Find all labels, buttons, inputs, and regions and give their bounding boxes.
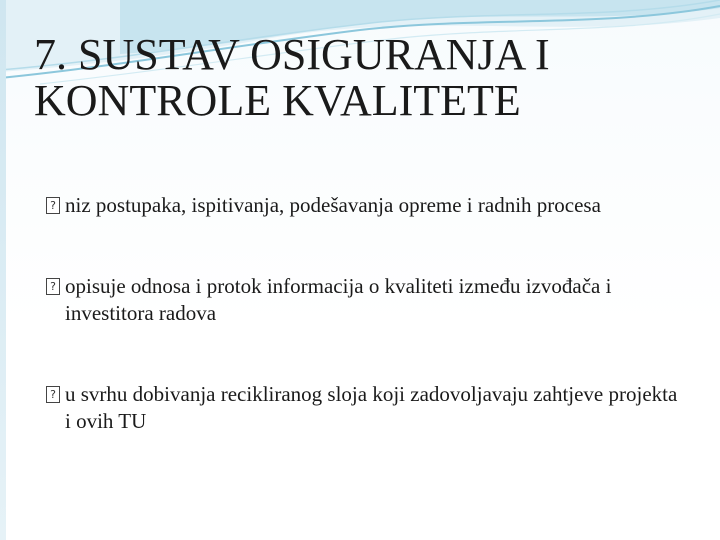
missing-glyph-icon: ? <box>46 386 60 403</box>
bullet-item <box>48 192 678 219</box>
bullet-text: niz postupaka, ispitivanja, podešavanja opreme i radnih procesa <box>65 193 601 217</box>
slide-title <box>34 32 694 124</box>
bullet-item <box>48 273 678 327</box>
bullet-list <box>48 192 678 489</box>
left-edge-rule <box>0 0 6 540</box>
title-line-1: 7. SUSTAV OSIGURANJA I <box>34 30 550 79</box>
bullet-text: u svrhu dobivanja recikliranog sloja koji zadovoljavaju zahtjeve projekta i ovih TU <box>65 382 678 433</box>
bullet-text: opisuje odnosa i protok informacija o kvaliteti između izvođača i investitora radova <box>65 274 612 325</box>
missing-glyph-icon: ? <box>46 278 60 295</box>
title-line-2: KONTROLE KVALITETE <box>34 76 521 125</box>
bullet-item <box>48 381 678 435</box>
missing-glyph-icon: ? <box>46 197 60 214</box>
